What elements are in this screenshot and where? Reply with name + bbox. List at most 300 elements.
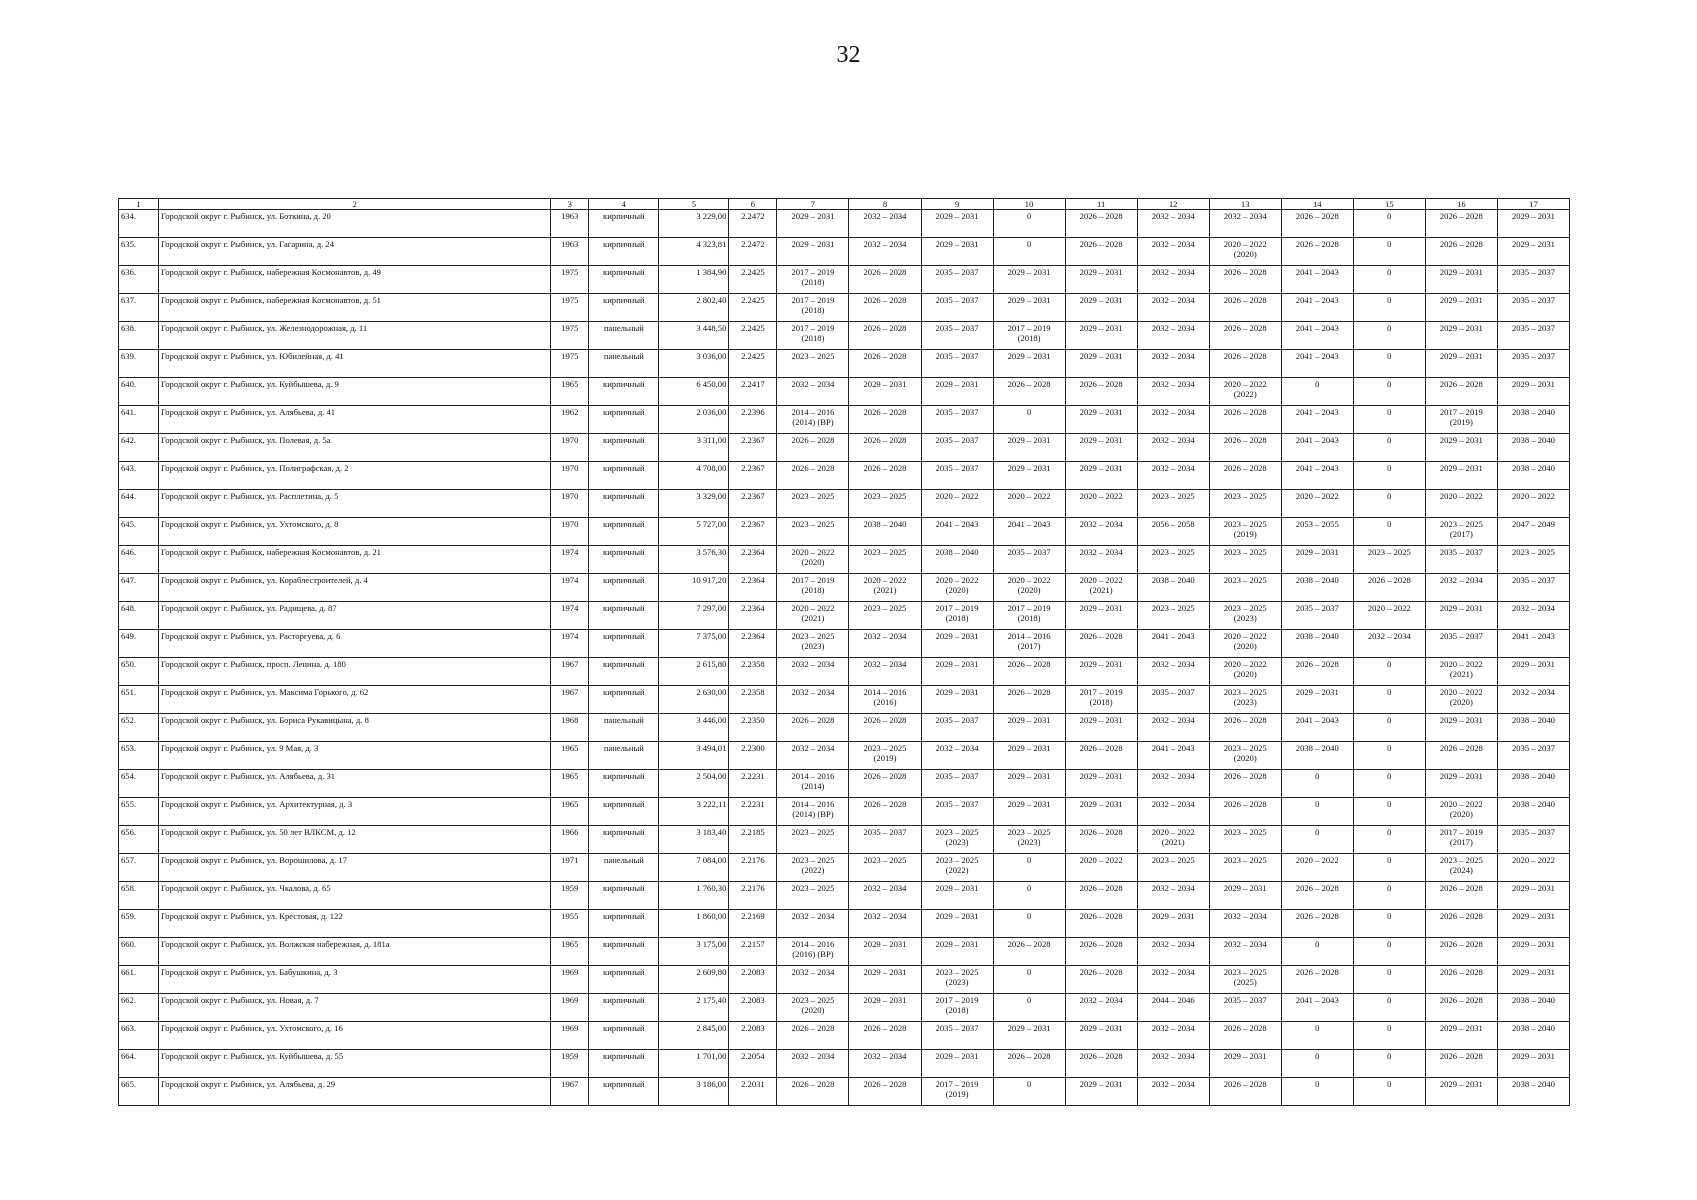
table-row xyxy=(119,770,1570,798)
cell-period-col-16: 2029 – 2031 xyxy=(1425,602,1497,630)
cell-period-col-10: 0 xyxy=(993,238,1065,266)
cell-wall-material: кирпичный xyxy=(589,574,659,602)
cell-period-col-10: 2020 – 2022 (2020) xyxy=(993,574,1065,602)
table-row xyxy=(119,462,1570,490)
cell-period-col-14: 2026 – 2028 xyxy=(1281,882,1353,910)
cell-period-col-15: 0 xyxy=(1353,714,1425,742)
cell-period-col-12: 2032 – 2034 xyxy=(1137,714,1209,742)
cell-build-year: 1959 xyxy=(551,882,589,910)
cell-period-col-10: 2014 – 2016 (2017) xyxy=(993,630,1065,658)
cell-period-col-13: 2023 – 2025 xyxy=(1209,826,1281,854)
cell-period-col-15: 0 xyxy=(1353,910,1425,938)
cell-period-col-13: 2026 – 2028 xyxy=(1209,462,1281,490)
cell-total-area: 2 175,40 xyxy=(659,994,729,1022)
cell-period-col-10: 2029 – 2031 xyxy=(993,266,1065,294)
table-row xyxy=(119,518,1570,546)
table-row xyxy=(119,210,1570,238)
cell-period-col-14: 2053 – 2055 xyxy=(1281,518,1353,546)
cell-period-col-9: 2035 – 2037 xyxy=(921,266,993,294)
cell-priority-index: 2.2083 xyxy=(729,1022,777,1050)
cell-build-year: 1975 xyxy=(551,294,589,322)
cell-row-number: 662. xyxy=(119,994,159,1022)
cell-total-area: 3 183,40 xyxy=(659,826,729,854)
cell-period-col-8: 2026 – 2028 xyxy=(849,798,921,826)
cell-period-col-15: 0 xyxy=(1353,938,1425,966)
cell-period-col-9: 2020 – 2022 (2020) xyxy=(921,574,993,602)
cell-period-col-11: 2029 – 2031 xyxy=(1065,350,1137,378)
cell-period-col-12: 2032 – 2034 xyxy=(1137,1078,1209,1106)
column-header-4: 4 xyxy=(589,199,659,210)
cell-total-area: 2 802,40 xyxy=(659,294,729,322)
table-row xyxy=(119,406,1570,434)
cell-priority-index: 2.2472 xyxy=(729,238,777,266)
column-number-header-row xyxy=(119,199,1570,210)
cell-period-col-8: 2032 – 2034 xyxy=(849,238,921,266)
cell-total-area: 5 727,00 xyxy=(659,518,729,546)
cell-wall-material: кирпичный xyxy=(589,882,659,910)
table-row xyxy=(119,294,1570,322)
cell-period-col-15: 0 xyxy=(1353,770,1425,798)
cell-row-number: 651. xyxy=(119,686,159,714)
cell-period-col-13: 2023 – 2025 (2023) xyxy=(1209,602,1281,630)
cell-total-area: 3 175,00 xyxy=(659,938,729,966)
cell-period-col-7: 2029 – 2031 xyxy=(777,210,849,238)
cell-period-col-15: 0 xyxy=(1353,686,1425,714)
cell-total-area: 3 448,50 xyxy=(659,322,729,350)
cell-period-col-11: 2020 – 2022 xyxy=(1065,490,1137,518)
cell-priority-index: 2.2176 xyxy=(729,854,777,882)
cell-priority-index: 2.2300 xyxy=(729,742,777,770)
cell-period-col-10: 0 xyxy=(993,1078,1065,1106)
cell-period-col-7: 2023 – 2025 xyxy=(777,518,849,546)
cell-period-col-9: 2029 – 2031 xyxy=(921,910,993,938)
cell-period-col-16: 2020 – 2022 (2020) xyxy=(1425,686,1497,714)
cell-total-area: 1 701,00 xyxy=(659,1050,729,1078)
cell-period-col-11: 2032 – 2034 xyxy=(1065,994,1137,1022)
cell-period-col-8: 2026 – 2028 xyxy=(849,714,921,742)
cell-period-col-16: 2020 – 2022 (2021) xyxy=(1425,658,1497,686)
cell-wall-material: кирпичный xyxy=(589,1078,659,1106)
cell-address: Городской округ г. Рыбинск, ул. 50 лет ВЛКСМ, д. 12 xyxy=(159,826,551,854)
cell-build-year: 1968 xyxy=(551,714,589,742)
cell-period-col-8: 2032 – 2034 xyxy=(849,882,921,910)
cell-wall-material: кирпичный xyxy=(589,406,659,434)
cell-priority-index: 2.2425 xyxy=(729,350,777,378)
cell-period-col-16: 2017 – 2019 (2019) xyxy=(1425,406,1497,434)
cell-priority-index: 2.2358 xyxy=(729,658,777,686)
cell-period-col-9: 2035 – 2037 xyxy=(921,350,993,378)
cell-period-col-10: 2029 – 2031 xyxy=(993,350,1065,378)
cell-period-col-11: 2029 – 2031 xyxy=(1065,1078,1137,1106)
column-header-17: 17 xyxy=(1497,199,1569,210)
table-row xyxy=(119,350,1570,378)
cell-period-col-11: 2026 – 2028 xyxy=(1065,238,1137,266)
cell-total-area: 2 630,00 xyxy=(659,686,729,714)
cell-period-col-11: 2029 – 2031 xyxy=(1065,462,1137,490)
column-header-3: 3 xyxy=(551,199,589,210)
table-row xyxy=(119,1050,1570,1078)
cell-period-col-10: 0 xyxy=(993,882,1065,910)
cell-period-col-9: 2023 – 2025 (2022) xyxy=(921,854,993,882)
cell-period-col-13: 2026 – 2028 xyxy=(1209,406,1281,434)
cell-row-number: 640. xyxy=(119,378,159,406)
cell-period-col-16: 2023 – 2025 (2024) xyxy=(1425,854,1497,882)
cell-row-number: 642. xyxy=(119,434,159,462)
cell-period-col-10: 2026 – 2028 xyxy=(993,658,1065,686)
cell-row-number: 637. xyxy=(119,294,159,322)
cell-build-year: 1965 xyxy=(551,378,589,406)
cell-period-col-15: 0 xyxy=(1353,462,1425,490)
table-row xyxy=(119,714,1570,742)
cell-total-area: 3 311,00 xyxy=(659,434,729,462)
cell-row-number: 643. xyxy=(119,462,159,490)
cell-period-col-14: 2038 – 2040 xyxy=(1281,574,1353,602)
cell-period-col-12: 2041 – 2043 xyxy=(1137,630,1209,658)
cell-period-col-7: 2023 – 2025 xyxy=(777,350,849,378)
cell-priority-index: 2.2364 xyxy=(729,630,777,658)
cell-period-col-13: 2020 – 2022 (2022) xyxy=(1209,378,1281,406)
cell-period-col-10: 2029 – 2031 xyxy=(993,742,1065,770)
cell-total-area: 7 084,00 xyxy=(659,854,729,882)
cell-period-col-10: 2020 – 2022 xyxy=(993,490,1065,518)
cell-period-col-14: 2041 – 2043 xyxy=(1281,350,1353,378)
cell-period-col-17: 2029 – 2031 xyxy=(1497,238,1569,266)
cell-period-col-9: 2035 – 2037 xyxy=(921,434,993,462)
cell-row-number: 635. xyxy=(119,238,159,266)
cell-period-col-11: 2026 – 2028 xyxy=(1065,938,1137,966)
cell-wall-material: кирпичный xyxy=(589,294,659,322)
cell-period-col-17: 2035 – 2037 xyxy=(1497,574,1569,602)
cell-period-col-9: 2041 – 2043 xyxy=(921,518,993,546)
cell-row-number: 652. xyxy=(119,714,159,742)
cell-period-col-16: 2029 – 2031 xyxy=(1425,350,1497,378)
cell-period-col-10: 2017 – 2019 (2018) xyxy=(993,602,1065,630)
cell-period-col-12: 2032 – 2034 xyxy=(1137,1050,1209,1078)
cell-period-col-7: 2023 – 2025 xyxy=(777,826,849,854)
cell-period-col-9: 2035 – 2037 xyxy=(921,294,993,322)
cell-period-col-10: 2029 – 2031 xyxy=(993,462,1065,490)
cell-period-col-13: 2023 – 2025 (2019) xyxy=(1209,518,1281,546)
cell-period-col-9: 2029 – 2031 xyxy=(921,882,993,910)
cell-period-col-8: 2026 – 2028 xyxy=(849,350,921,378)
table-row xyxy=(119,238,1570,266)
cell-period-col-9: 2029 – 2031 xyxy=(921,938,993,966)
cell-period-col-7: 2014 – 2016 (2014) xyxy=(777,770,849,798)
cell-build-year: 1965 xyxy=(551,938,589,966)
cell-period-col-16: 2026 – 2028 xyxy=(1425,938,1497,966)
cell-build-year: 1962 xyxy=(551,406,589,434)
cell-build-year: 1955 xyxy=(551,910,589,938)
cell-period-col-12: 2032 – 2034 xyxy=(1137,882,1209,910)
cell-build-year: 1967 xyxy=(551,1078,589,1106)
cell-period-col-7: 2023 – 2025 xyxy=(777,490,849,518)
cell-row-number: 646. xyxy=(119,546,159,574)
cell-period-col-10: 2029 – 2031 xyxy=(993,714,1065,742)
cell-period-col-8: 2029 – 2031 xyxy=(849,378,921,406)
cell-period-col-7: 2023 – 2025 (2022) xyxy=(777,854,849,882)
cell-period-col-10: 2035 – 2037 xyxy=(993,546,1065,574)
cell-period-col-10: 2029 – 2031 xyxy=(993,1022,1065,1050)
cell-period-col-12: 2032 – 2034 xyxy=(1137,294,1209,322)
cell-row-number: 656. xyxy=(119,826,159,854)
cell-period-col-14: 2026 – 2028 xyxy=(1281,966,1353,994)
cell-period-col-14: 0 xyxy=(1281,378,1353,406)
cell-address: Городской округ г. Рыбинск, ул. Гагарина, д. 24 xyxy=(159,238,551,266)
cell-period-col-14: 0 xyxy=(1281,1050,1353,1078)
cell-period-col-7: 2032 – 2034 xyxy=(777,686,849,714)
cell-period-col-11: 2026 – 2028 xyxy=(1065,1050,1137,1078)
column-header-9: 9 xyxy=(921,199,993,210)
cell-period-col-8: 2032 – 2034 xyxy=(849,658,921,686)
cell-wall-material: кирпичный xyxy=(589,434,659,462)
cell-priority-index: 2.2358 xyxy=(729,686,777,714)
cell-wall-material: кирпичный xyxy=(589,938,659,966)
cell-period-col-8: 2023 – 2025 xyxy=(849,854,921,882)
cell-priority-index: 2.2396 xyxy=(729,406,777,434)
cell-build-year: 1959 xyxy=(551,1050,589,1078)
cell-period-col-14: 2026 – 2028 xyxy=(1281,238,1353,266)
cell-period-col-11: 2026 – 2028 xyxy=(1065,742,1137,770)
cell-period-col-16: 2026 – 2028 xyxy=(1425,882,1497,910)
cell-wall-material: панельный xyxy=(589,742,659,770)
cell-period-col-11: 2029 – 2031 xyxy=(1065,658,1137,686)
cell-period-col-8: 2026 – 2028 xyxy=(849,266,921,294)
cell-wall-material: кирпичный xyxy=(589,602,659,630)
cell-period-col-15: 0 xyxy=(1353,882,1425,910)
cell-period-col-7: 2032 – 2034 xyxy=(777,966,849,994)
cell-period-col-16: 2026 – 2028 xyxy=(1425,238,1497,266)
cell-period-col-16: 2020 – 2022 xyxy=(1425,490,1497,518)
cell-period-col-17: 2038 – 2040 xyxy=(1497,406,1569,434)
cell-period-col-7: 2032 – 2034 xyxy=(777,1050,849,1078)
cell-build-year: 1969 xyxy=(551,1022,589,1050)
cell-period-col-13: 2026 – 2028 xyxy=(1209,266,1281,294)
cell-period-col-10: 2029 – 2031 xyxy=(993,294,1065,322)
cell-period-col-14: 2029 – 2031 xyxy=(1281,546,1353,574)
cell-address: Городской округ г. Рыбинск, ул. Чкалова, д. 65 xyxy=(159,882,551,910)
table-row xyxy=(119,686,1570,714)
table-row xyxy=(119,658,1570,686)
cell-build-year: 1963 xyxy=(551,210,589,238)
cell-period-col-10: 2026 – 2028 xyxy=(993,938,1065,966)
column-header-2: 2 xyxy=(159,199,551,210)
cell-build-year: 1974 xyxy=(551,574,589,602)
cell-period-col-17: 2038 – 2040 xyxy=(1497,1078,1569,1106)
cell-wall-material: кирпичный xyxy=(589,798,659,826)
cell-period-col-13: 2026 – 2028 xyxy=(1209,434,1281,462)
cell-period-col-11: 2020 – 2022 (2021) xyxy=(1065,574,1137,602)
cell-address: Городской округ г. Рыбинск, ул. Архитектурная, д. 3 xyxy=(159,798,551,826)
cell-wall-material: кирпичный xyxy=(589,490,659,518)
cell-address: Городской округ г. Рыбинск, ул. Куйбышева, д. 9 xyxy=(159,378,551,406)
table-row xyxy=(119,854,1570,882)
cell-period-col-12: 2032 – 2034 xyxy=(1137,938,1209,966)
cell-period-col-15: 0 xyxy=(1353,966,1425,994)
cell-period-col-17: 2038 – 2040 xyxy=(1497,798,1569,826)
cell-period-col-13: 2026 – 2028 xyxy=(1209,322,1281,350)
cell-period-col-11: 2029 – 2031 xyxy=(1065,1022,1137,1050)
cell-period-col-11: 2026 – 2028 xyxy=(1065,210,1137,238)
cell-period-col-13: 2020 – 2022 (2020) xyxy=(1209,238,1281,266)
cell-period-col-17: 2023 – 2025 xyxy=(1497,546,1569,574)
cell-wall-material: кирпичный xyxy=(589,826,659,854)
cell-total-area: 3 446,00 xyxy=(659,714,729,742)
cell-total-area: 1 860,00 xyxy=(659,910,729,938)
cell-period-col-10: 2029 – 2031 xyxy=(993,770,1065,798)
cell-period-col-16: 2023 – 2025 (2017) xyxy=(1425,518,1497,546)
cell-period-col-7: 2026 – 2028 xyxy=(777,1022,849,1050)
cell-wall-material: кирпичный xyxy=(589,378,659,406)
cell-period-col-10: 0 xyxy=(993,966,1065,994)
cell-address: Городской округ г. Рыбинск, ул. Алябьева, д. 31 xyxy=(159,770,551,798)
cell-period-col-17: 2035 – 2037 xyxy=(1497,742,1569,770)
cell-period-col-7: 2026 – 2028 xyxy=(777,434,849,462)
cell-period-col-14: 2041 – 2043 xyxy=(1281,406,1353,434)
cell-wall-material: кирпичный xyxy=(589,994,659,1022)
cell-period-col-9: 2029 – 2031 xyxy=(921,378,993,406)
cell-priority-index: 2.2367 xyxy=(729,434,777,462)
cell-period-col-12: 2032 – 2034 xyxy=(1137,406,1209,434)
column-header-15: 15 xyxy=(1353,199,1425,210)
cell-wall-material: кирпичный xyxy=(589,770,659,798)
cell-period-col-17: 2029 – 2031 xyxy=(1497,378,1569,406)
cell-build-year: 1975 xyxy=(551,266,589,294)
table-row xyxy=(119,434,1570,462)
cell-period-col-15: 0 xyxy=(1353,658,1425,686)
cell-row-number: 649. xyxy=(119,630,159,658)
cell-period-col-14: 2035 – 2037 xyxy=(1281,602,1353,630)
cell-period-col-7: 2023 – 2025 xyxy=(777,882,849,910)
cell-address: Городской округ г. Рыбинск, ул. Юбилейная, д. 41 xyxy=(159,350,551,378)
cell-period-col-15: 0 xyxy=(1353,210,1425,238)
cell-period-col-10: 2026 – 2028 xyxy=(993,1050,1065,1078)
cell-period-col-12: 2044 – 2046 xyxy=(1137,994,1209,1022)
capital-repair-schedule-table xyxy=(118,198,1570,1106)
cell-period-col-12: 2032 – 2034 xyxy=(1137,434,1209,462)
cell-period-col-15: 0 xyxy=(1353,854,1425,882)
cell-period-col-17: 2038 – 2040 xyxy=(1497,462,1569,490)
cell-priority-index: 2.2185 xyxy=(729,826,777,854)
cell-wall-material: панельный xyxy=(589,322,659,350)
cell-period-col-14: 2041 – 2043 xyxy=(1281,266,1353,294)
cell-period-col-7: 2014 – 2016 (2016) (ВР) xyxy=(777,938,849,966)
cell-period-col-9: 2017 – 2019 (2018) xyxy=(921,602,993,630)
cell-period-col-17: 2029 – 2031 xyxy=(1497,882,1569,910)
cell-address: Городской округ г. Рыбинск, ул. Кораблестроителей, д. 4 xyxy=(159,574,551,602)
cell-period-col-10: 2029 – 2031 xyxy=(993,434,1065,462)
cell-period-col-8: 2026 – 2028 xyxy=(849,434,921,462)
cell-period-col-17: 2041 – 2043 xyxy=(1497,630,1569,658)
cell-period-col-14: 0 xyxy=(1281,1078,1353,1106)
cell-period-col-17: 2038 – 2040 xyxy=(1497,770,1569,798)
cell-period-col-11: 2029 – 2031 xyxy=(1065,798,1137,826)
cell-priority-index: 2.2350 xyxy=(729,714,777,742)
cell-period-col-16: 2026 – 2028 xyxy=(1425,1050,1497,1078)
cell-period-col-7: 2026 – 2028 xyxy=(777,714,849,742)
cell-period-col-17: 2032 – 2034 xyxy=(1497,686,1569,714)
cell-period-col-13: 2032 – 2034 xyxy=(1209,938,1281,966)
cell-period-col-8: 2029 – 2031 xyxy=(849,938,921,966)
cell-period-col-16: 2029 – 2031 xyxy=(1425,322,1497,350)
cell-period-col-9: 2017 – 2019 (2018) xyxy=(921,994,993,1022)
cell-row-number: 639. xyxy=(119,350,159,378)
cell-address: Городской округ г. Рыбинск, ул. Новая, д. 7 xyxy=(159,994,551,1022)
cell-period-col-16: 2026 – 2028 xyxy=(1425,910,1497,938)
cell-priority-index: 2.2083 xyxy=(729,994,777,1022)
cell-total-area: 3 494,01 xyxy=(659,742,729,770)
table-row xyxy=(119,994,1570,1022)
cell-period-col-17: 2038 – 2040 xyxy=(1497,1022,1569,1050)
cell-total-area: 7 297,00 xyxy=(659,602,729,630)
cell-period-col-16: 2029 – 2031 xyxy=(1425,266,1497,294)
cell-address: Городской округ г. Рыбинск, набережная Космонавтов, д. 51 xyxy=(159,294,551,322)
cell-period-col-14: 2020 – 2022 xyxy=(1281,490,1353,518)
cell-row-number: 644. xyxy=(119,490,159,518)
cell-period-col-8: 2032 – 2034 xyxy=(849,1050,921,1078)
cell-priority-index: 2.2169 xyxy=(729,910,777,938)
cell-period-col-13: 2023 – 2025 xyxy=(1209,546,1281,574)
cell-period-col-13: 2026 – 2028 xyxy=(1209,714,1281,742)
cell-period-col-14: 2029 – 2031 xyxy=(1281,686,1353,714)
cell-period-col-14: 2026 – 2028 xyxy=(1281,658,1353,686)
cell-period-col-15: 0 xyxy=(1353,238,1425,266)
cell-period-col-10: 0 xyxy=(993,854,1065,882)
cell-address: Городской округ г. Рыбинск, ул. Алябьева, д. 29 xyxy=(159,1078,551,1106)
cell-period-col-14: 2041 – 2043 xyxy=(1281,434,1353,462)
cell-period-col-7: 2017 – 2019 (2018) xyxy=(777,322,849,350)
cell-total-area: 4 708,00 xyxy=(659,462,729,490)
cell-total-area: 3 036,00 xyxy=(659,350,729,378)
cell-period-col-12: 2032 – 2034 xyxy=(1137,210,1209,238)
cell-period-col-15: 0 xyxy=(1353,322,1425,350)
cell-row-number: 641. xyxy=(119,406,159,434)
cell-period-col-17: 2029 – 2031 xyxy=(1497,658,1569,686)
cell-period-col-8: 2023 – 2025 (2019) xyxy=(849,742,921,770)
cell-address: Городской округ г. Рыбинск, ул. Полиграфская, д. 2 xyxy=(159,462,551,490)
column-header-14: 14 xyxy=(1281,199,1353,210)
cell-total-area: 2 504,00 xyxy=(659,770,729,798)
column-header-5: 5 xyxy=(659,199,729,210)
cell-build-year: 1963 xyxy=(551,238,589,266)
cell-priority-index: 2.2367 xyxy=(729,462,777,490)
cell-wall-material: кирпичный xyxy=(589,266,659,294)
cell-period-col-16: 2029 – 2031 xyxy=(1425,294,1497,322)
cell-build-year: 1974 xyxy=(551,546,589,574)
cell-total-area: 3 329,00 xyxy=(659,490,729,518)
cell-period-col-15: 0 xyxy=(1353,1078,1425,1106)
cell-period-col-12: 2038 – 2040 xyxy=(1137,574,1209,602)
cell-period-col-9: 2029 – 2031 xyxy=(921,1050,993,1078)
cell-period-col-14: 0 xyxy=(1281,798,1353,826)
cell-wall-material: кирпичный xyxy=(589,630,659,658)
cell-period-col-8: 2026 – 2028 xyxy=(849,462,921,490)
cell-period-col-7: 2014 – 2016 (2014) (ВР) xyxy=(777,798,849,826)
cell-period-col-9: 2029 – 2031 xyxy=(921,658,993,686)
cell-priority-index: 2.2367 xyxy=(729,518,777,546)
cell-period-col-12: 2023 – 2025 xyxy=(1137,490,1209,518)
cell-period-col-13: 2023 – 2025 (2023) xyxy=(1209,686,1281,714)
cell-period-col-7: 2026 – 2028 xyxy=(777,1078,849,1106)
cell-period-col-9: 2029 – 2031 xyxy=(921,210,993,238)
cell-period-col-13: 2032 – 2034 xyxy=(1209,910,1281,938)
cell-row-number: 634. xyxy=(119,210,159,238)
cell-period-col-17: 2020 – 2022 xyxy=(1497,854,1569,882)
cell-wall-material: кирпичный xyxy=(589,686,659,714)
cell-priority-index: 2.2367 xyxy=(729,490,777,518)
cell-wall-material: панельный xyxy=(589,350,659,378)
table-row xyxy=(119,490,1570,518)
cell-period-col-15: 0 xyxy=(1353,434,1425,462)
